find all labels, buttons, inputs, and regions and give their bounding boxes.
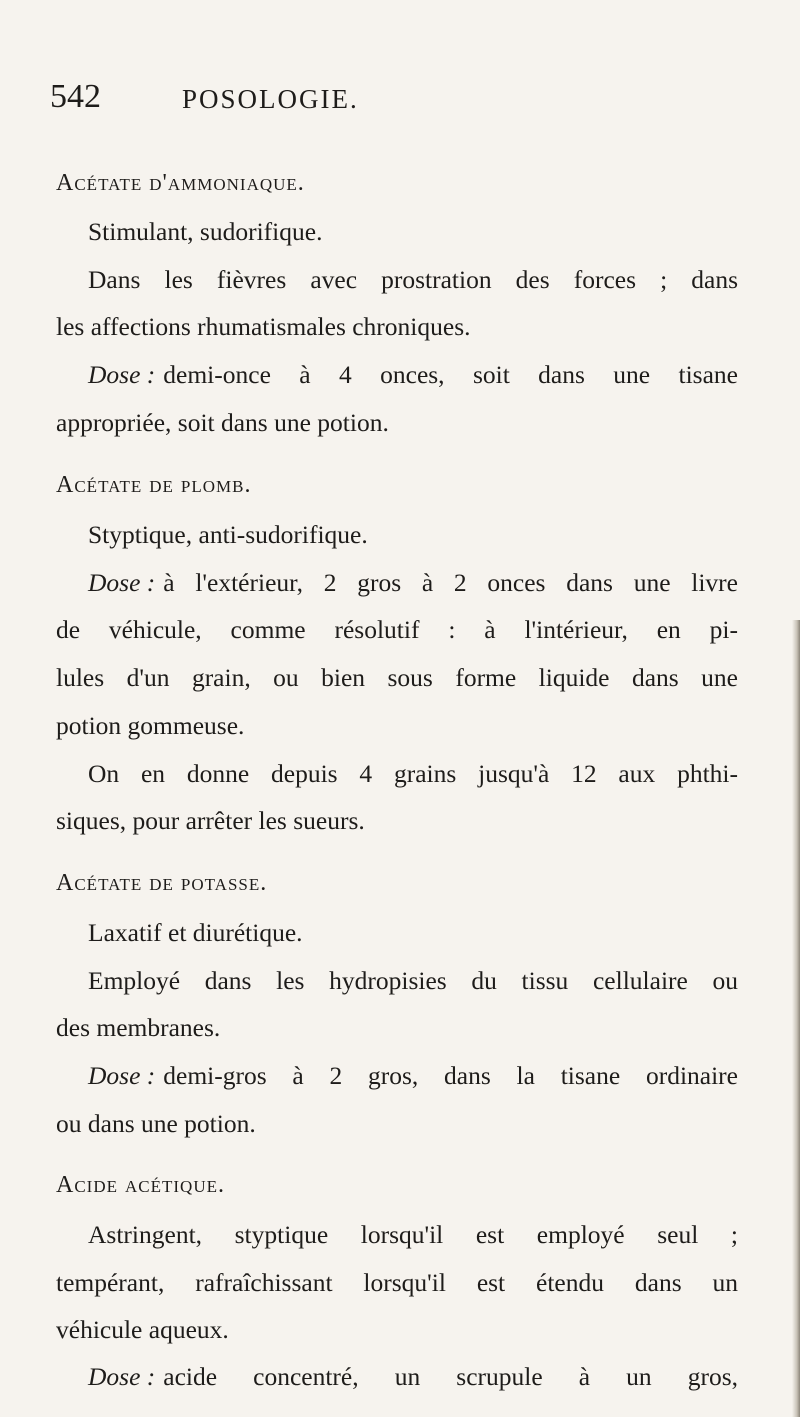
dose-line <box>88 1362 738 1392</box>
dose-line <box>88 568 738 598</box>
entry-line: appropriée, soit dans une potion. <box>56 408 389 437</box>
dose-label: Dose : <box>88 568 156 597</box>
entry-line: les affections rhumatismales chroniques. <box>56 312 471 341</box>
entry-line: de véhicule, comme résolutif : à l'intérieur, en pi- <box>56 615 738 644</box>
entry-line: Stimulant, sudorifique. <box>88 217 323 246</box>
entry-line: On en donne depuis 4 grains jusqu'à 12 aux phthi- <box>88 759 738 788</box>
dose-line <box>88 360 738 390</box>
page-number: 542 <box>50 78 101 115</box>
page-edge-shadow <box>792 620 800 1417</box>
dose-label: Dose : <box>88 1362 156 1391</box>
dose-label: Dose : <box>88 360 156 389</box>
entry-line: siques, pour arrêter les sueurs. <box>56 806 365 835</box>
entry-line: Styptique, anti-sudorifique. <box>88 520 368 549</box>
page-header <box>50 78 750 128</box>
entry-line: Employé dans les hydropisies du tissu cellulaire ou <box>88 966 738 995</box>
dose-text: demi-once à 4 onces, soit dans une tisane <box>163 360 738 389</box>
entry-line: Laxatif et diurétique. <box>88 918 303 947</box>
dose-text: acide concentré, un scrupule à un gros, <box>163 1362 738 1391</box>
entry-title-acetate-potasse: Acétate de potasse. <box>56 870 268 896</box>
entry-line: véhicule aqueux. <box>56 1315 229 1344</box>
entry-line: potion gommeuse. <box>56 711 245 740</box>
dose-line <box>88 1061 738 1091</box>
entry-line: Astringent, styptique lorsqu'il est employé seul ; <box>88 1220 738 1249</box>
entry-line: des membranes. <box>56 1013 221 1042</box>
running-head: POSOLOGIE. <box>182 84 359 114</box>
dose-text: à l'extérieur, 2 gros à 2 onces dans une livre <box>163 568 738 597</box>
dose-text: demi-gros à 2 gros, dans la tisane ordinaire <box>163 1061 738 1090</box>
entry-title-acetate-ammoniaque: Acétate d'ammoniaque. <box>56 170 305 196</box>
entry-line: lules d'un grain, ou bien sous forme liquide dans une <box>56 663 738 692</box>
entry-line: tempérant, rafraîchissant lorsqu'il est étendu dans un <box>56 1268 738 1297</box>
entry-title-acide-acetique: Acide acétique. <box>56 1172 225 1198</box>
entry-line: Dans les fièvres avec prostration des forces ; dans <box>88 265 738 294</box>
entry-line: ou dans une potion. <box>56 1109 256 1138</box>
dose-label: Dose : <box>88 1061 156 1090</box>
entry-title-acetate-plomb: Acétate de plomb. <box>56 472 252 498</box>
